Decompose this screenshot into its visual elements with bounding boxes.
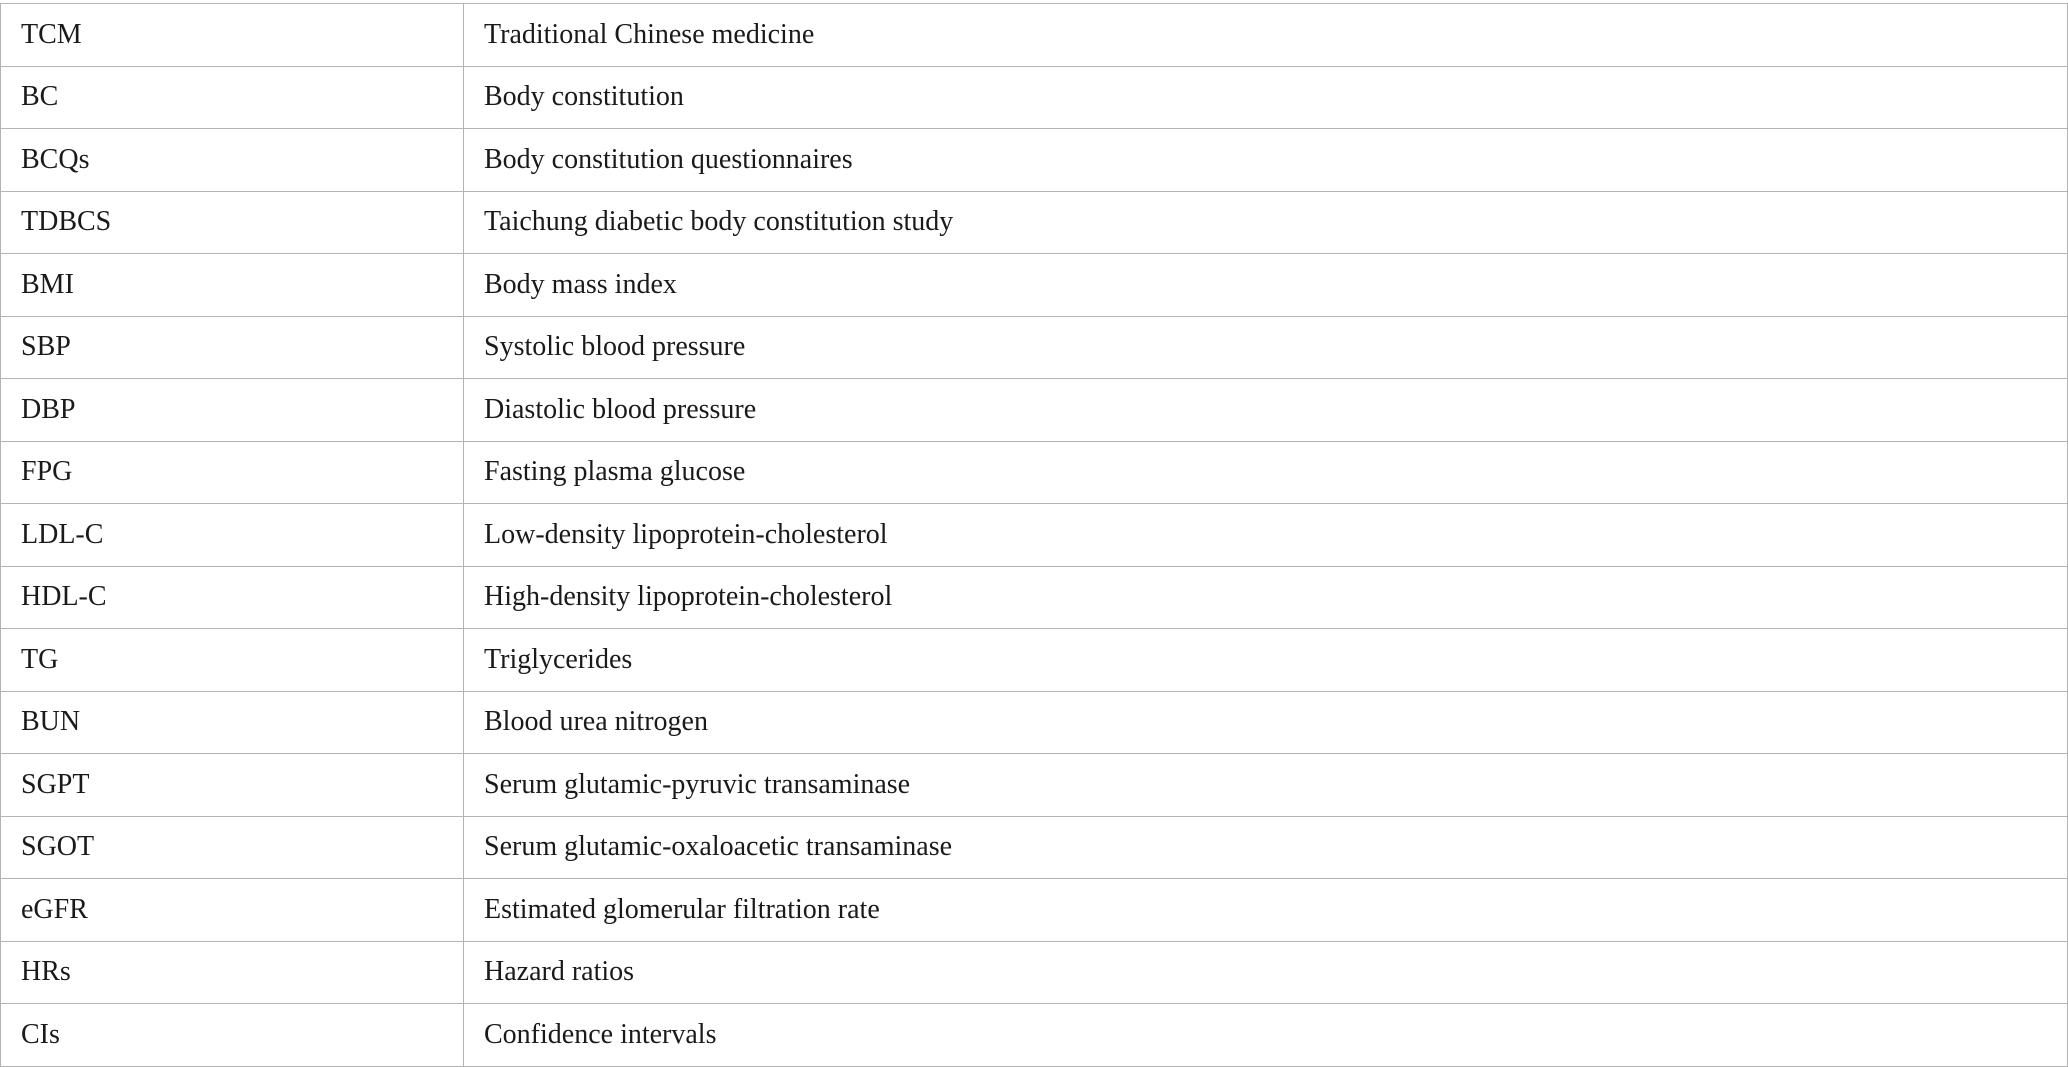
definition-cell: Body constitution questionnaires: [464, 129, 2068, 192]
table-row: [1, 66, 2068, 129]
abbreviation-cell: TDBCS: [1, 191, 464, 254]
definition-cell: Body mass index: [464, 254, 2068, 317]
definition-cell: Blood urea nitrogen: [464, 691, 2068, 754]
abbreviation-cell: FPG: [1, 441, 464, 504]
table-row: [1, 754, 2068, 817]
definition-cell: Traditional Chinese medicine: [464, 4, 2068, 67]
abbreviation-cell: BCQs: [1, 129, 464, 192]
table-row: [1, 316, 2068, 379]
table-row: [1, 816, 2068, 879]
table-row: [1, 629, 2068, 692]
abbreviation-cell: eGFR: [1, 879, 464, 942]
abbreviation-cell: HDL-C: [1, 566, 464, 629]
definition-cell: Diastolic blood pressure: [464, 379, 2068, 442]
abbreviations-table-body: [1, 4, 2068, 1067]
table-row: [1, 941, 2068, 1004]
definition-cell: Serum glutamic-oxaloacetic transaminase: [464, 816, 2068, 879]
table-row: [1, 879, 2068, 942]
abbreviation-cell: SGPT: [1, 754, 464, 817]
definition-cell: Hazard ratios: [464, 941, 2068, 1004]
definition-cell: Systolic blood pressure: [464, 316, 2068, 379]
definition-cell: Low-density lipoprotein-cholesterol: [464, 504, 2068, 567]
abbreviation-cell: LDL-C: [1, 504, 464, 567]
table-row: [1, 254, 2068, 317]
table-row: [1, 1004, 2068, 1067]
abbreviation-cell: TG: [1, 629, 464, 692]
table-row: [1, 379, 2068, 442]
definition-cell: Taichung diabetic body constitution study: [464, 191, 2068, 254]
table-row: [1, 4, 2068, 67]
abbreviation-cell: BUN: [1, 691, 464, 754]
definition-cell: Body constitution: [464, 66, 2068, 129]
abbreviation-cell: BMI: [1, 254, 464, 317]
abbreviation-cell: CIs: [1, 1004, 464, 1067]
abbreviation-cell: DBP: [1, 379, 464, 442]
abbreviation-cell: BC: [1, 66, 464, 129]
definition-cell: Confidence intervals: [464, 1004, 2068, 1067]
definition-cell: Triglycerides: [464, 629, 2068, 692]
abbreviation-cell: SBP: [1, 316, 464, 379]
table-row: [1, 129, 2068, 192]
table-row: [1, 441, 2068, 504]
table-row: [1, 504, 2068, 567]
abbreviations-table: [0, 3, 2068, 1067]
abbreviation-cell: TCM: [1, 4, 464, 67]
definition-cell: Serum glutamic-pyruvic transaminase: [464, 754, 2068, 817]
definition-cell: Fasting plasma glucose: [464, 441, 2068, 504]
abbreviation-cell: HRs: [1, 941, 464, 1004]
abbreviation-cell: SGOT: [1, 816, 464, 879]
table-row: [1, 691, 2068, 754]
definition-cell: High-density lipoprotein-cholesterol: [464, 566, 2068, 629]
table-row: [1, 566, 2068, 629]
table-row: [1, 191, 2068, 254]
definition-cell: Estimated glomerular filtration rate: [464, 879, 2068, 942]
